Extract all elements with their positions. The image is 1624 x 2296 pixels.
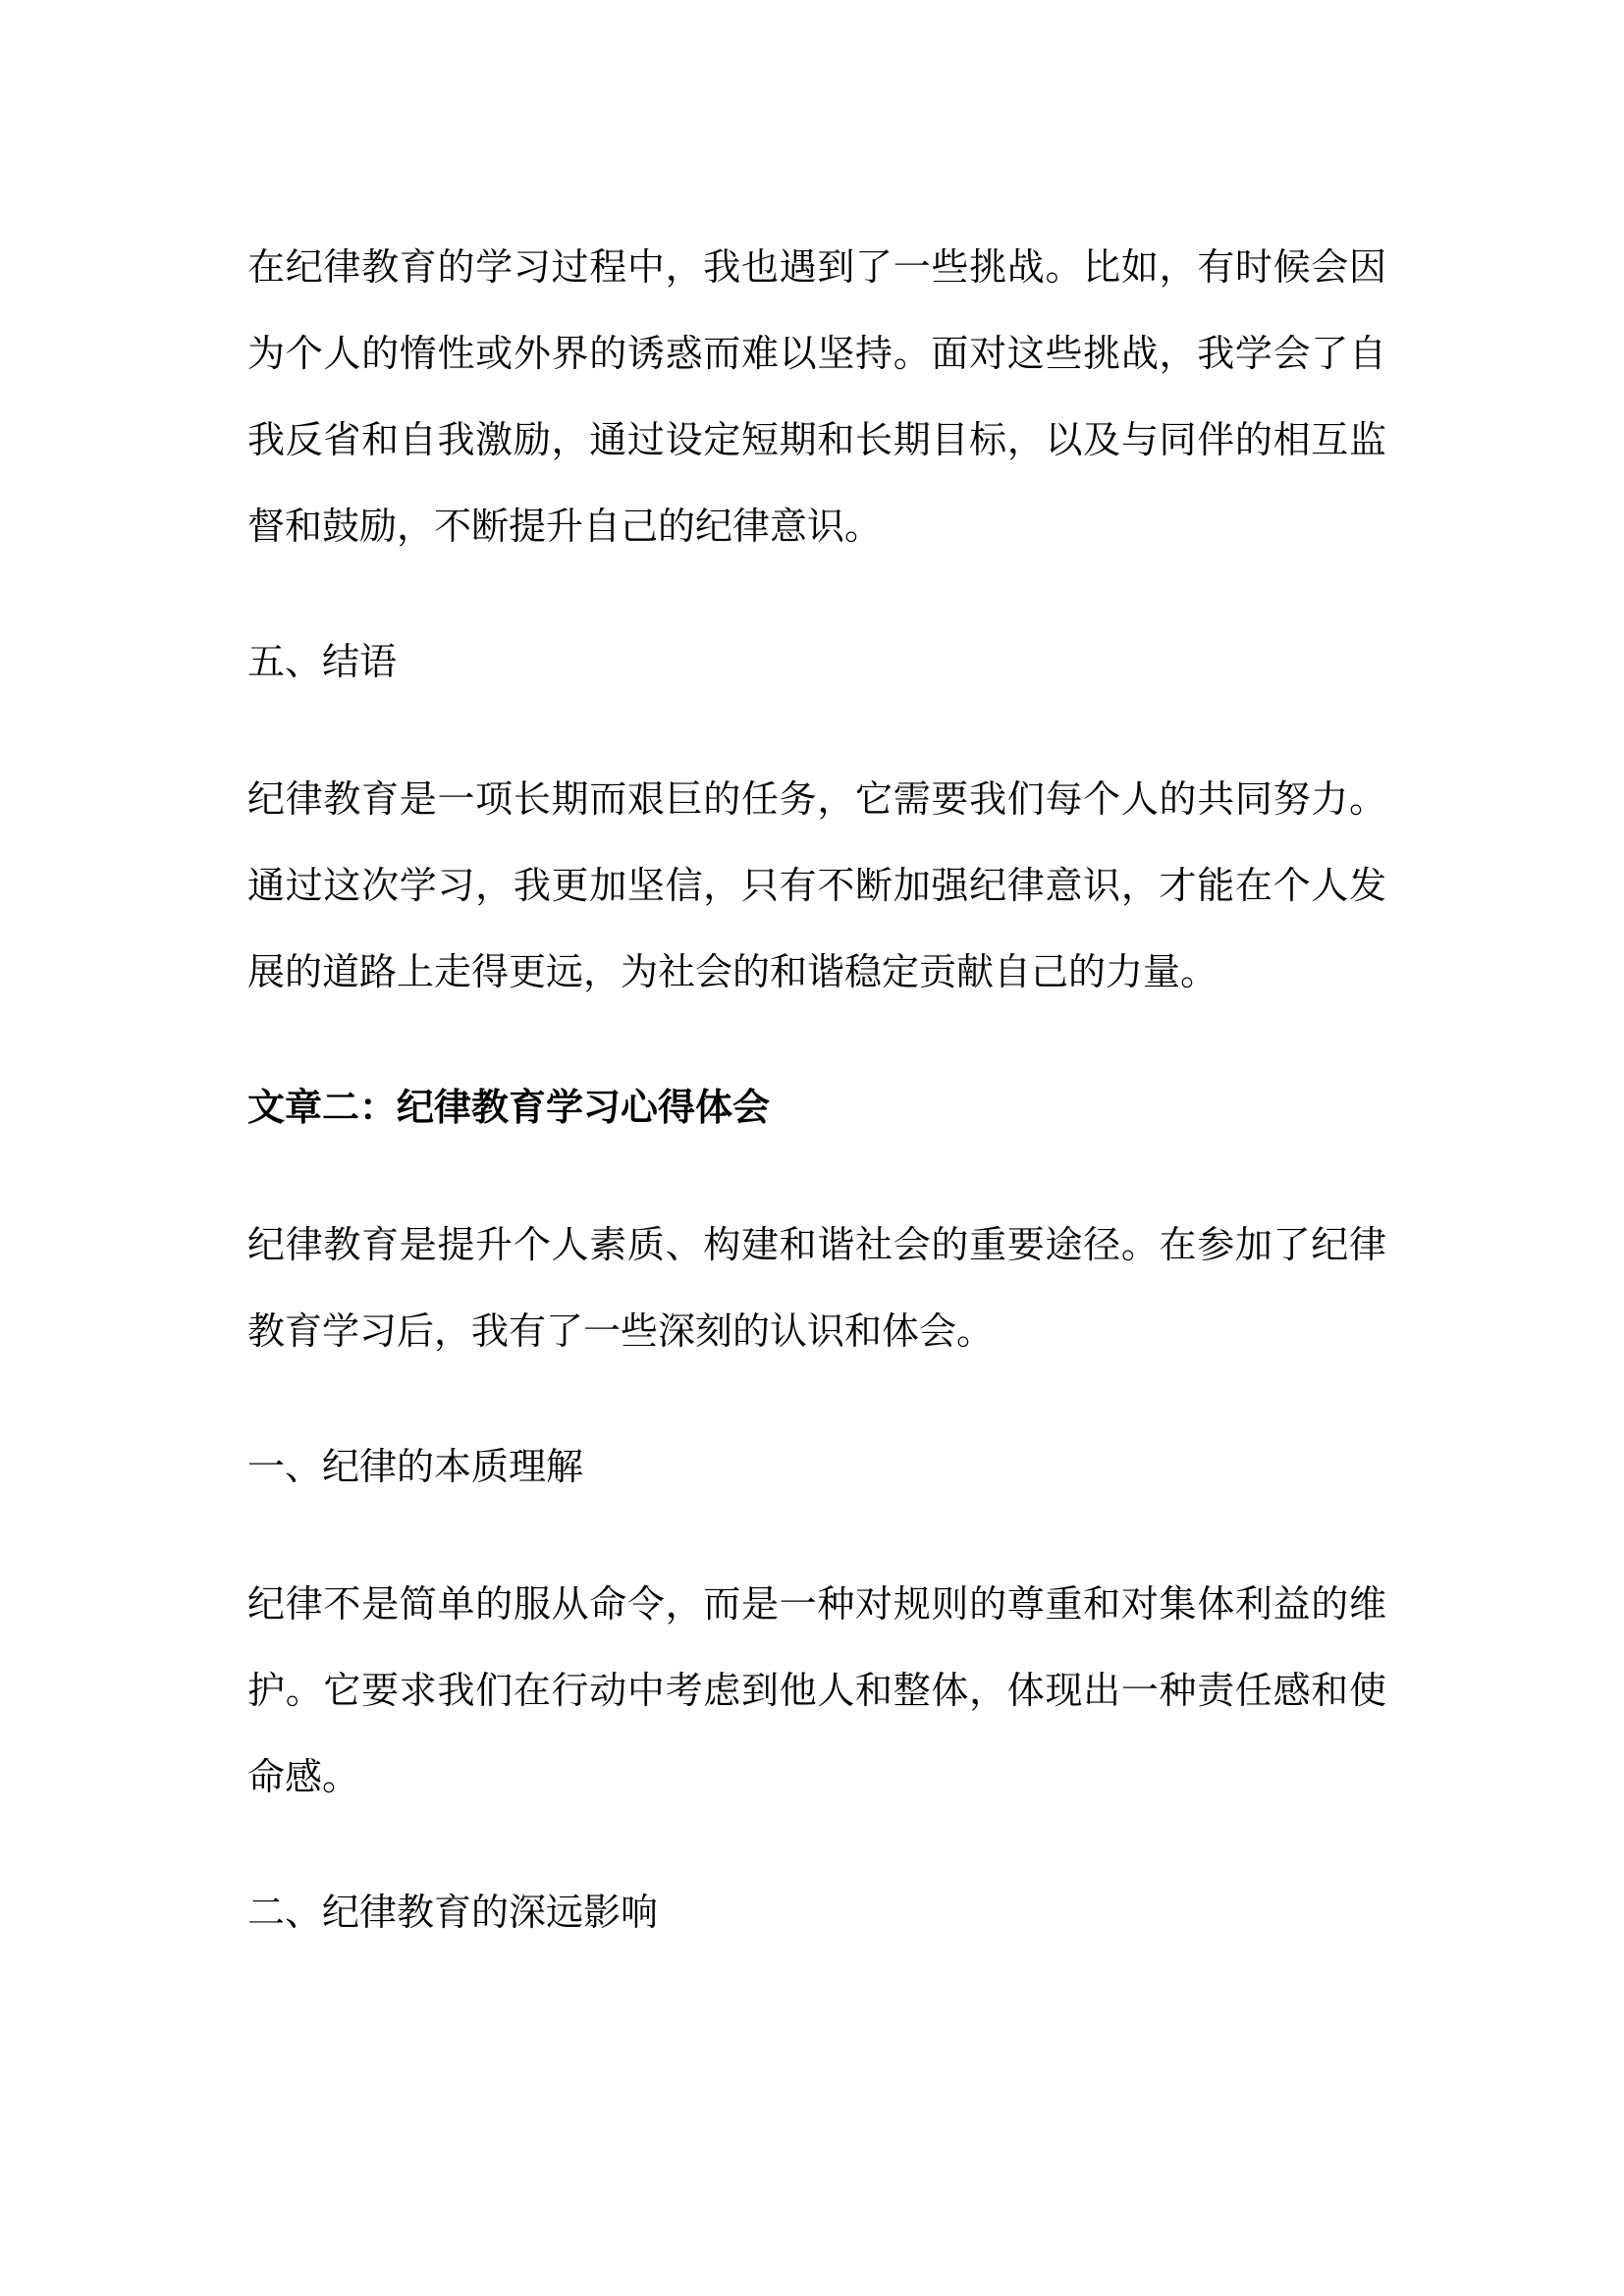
document-body <box>247 224 1386 1955</box>
section-heading-impact: 二、纪律教育的深远影响 <box>247 1891 659 1934</box>
article-two-title: 文章二：纪律教育学习心得体会 <box>247 1086 771 1129</box>
paragraph-essence: 纪律不是简单的服从命令，而是一种对规则的尊重和对集体利益的维护。它要求我们在行动中考虑到他人和整体，体现出一种责任感和使命感。 <box>247 1582 1386 1798</box>
section-heading-essence: 一、纪律的本质理解 <box>247 1445 584 1488</box>
paragraph-intro: 纪律教育是提升个人素质、构建和谐社会的重要途径。在参加了纪律教育学习后，我有了一些深刻的认识和体会。 <box>247 1223 1386 1353</box>
paragraph-challenges: 在纪律教育的学习过程中，我也遇到了一些挑战。比如，有时候会因为个人的惰性或外界的诱惑而难以坚持。面对这些挑战，我学会了自我反省和自我激励，通过设定短期和长期目标，以及与同伴的相互监督和鼓励，不断提升自己的纪律意识。 <box>247 245 1386 548</box>
paragraph-conclusion: 纪律教育是一项长期而艰巨的任务，它需要我们每个人的共同努力。通过这次学习，我更加坚信，只有不断加强纪律意识，才能在个人发展的道路上走得更远，为社会的和谐稳定贡献自己的力量。 <box>247 777 1386 993</box>
section-heading-conclusion: 五、结语 <box>247 640 398 683</box>
